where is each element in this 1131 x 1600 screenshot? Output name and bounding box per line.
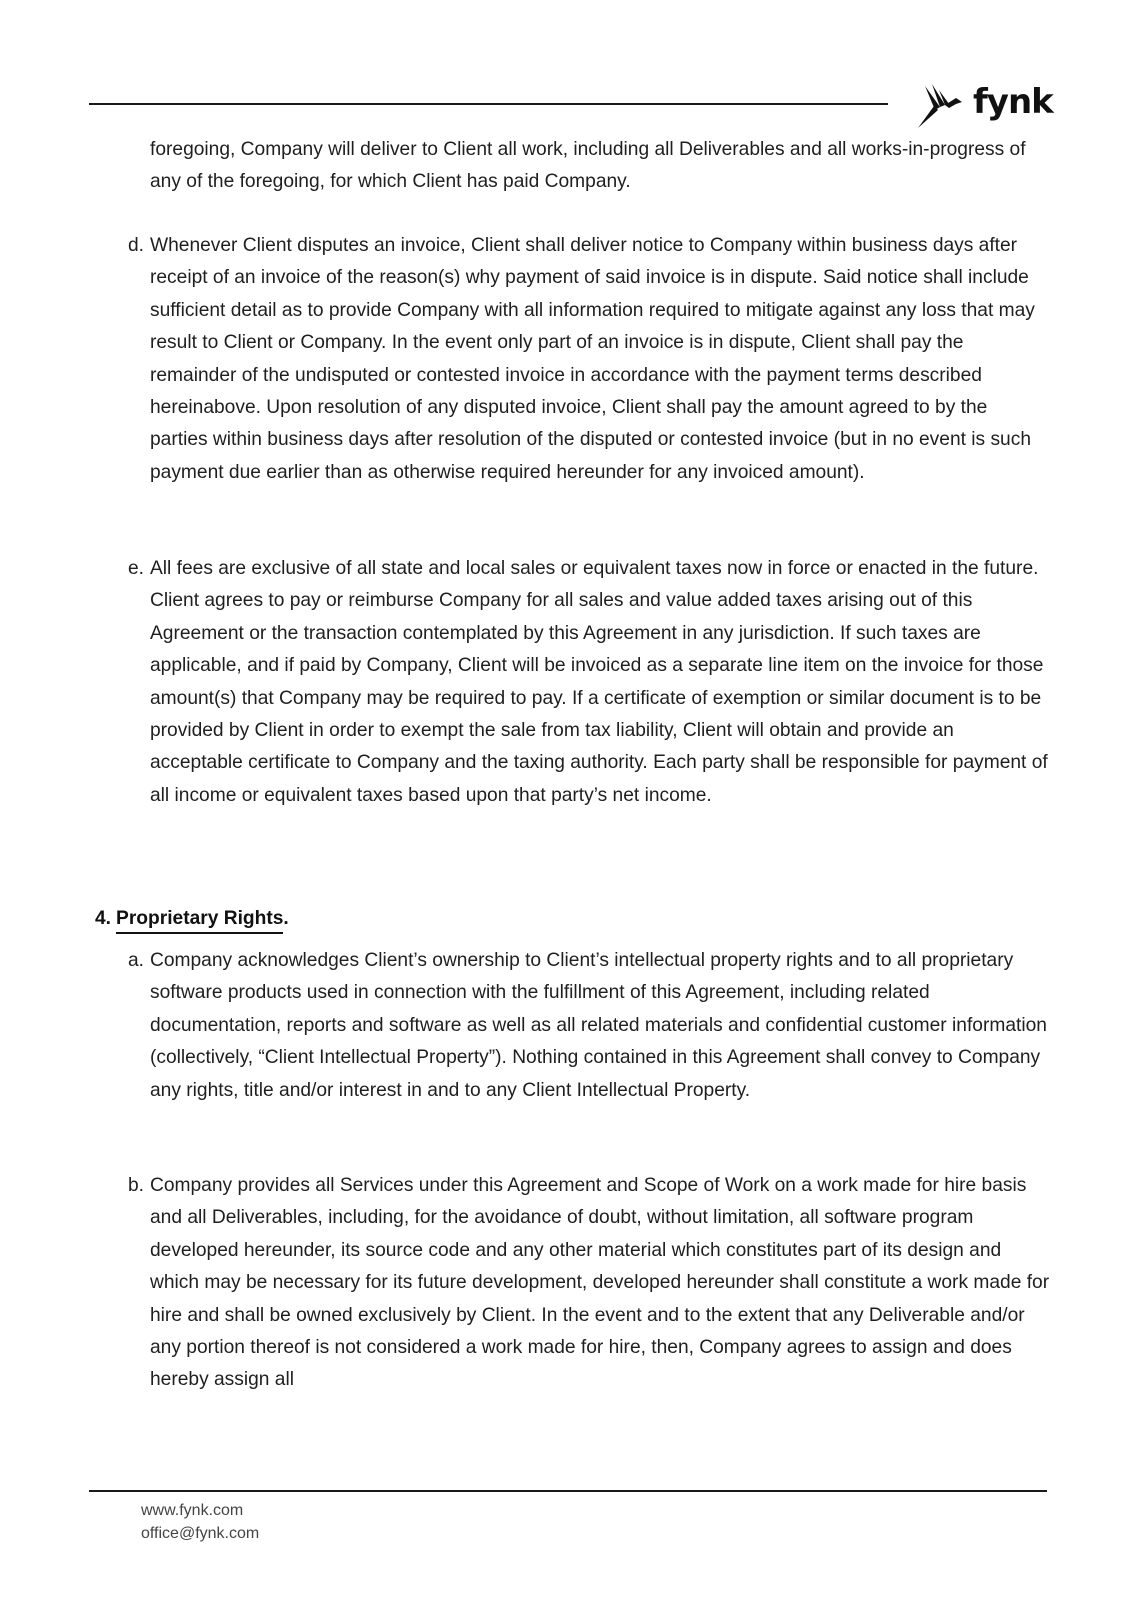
section-number: 4. xyxy=(95,908,112,929)
footer-website-link[interactable]: www.fynk.com xyxy=(141,1502,244,1519)
footer-email-link[interactable]: office@fynk.com xyxy=(141,1525,260,1542)
clause-marker: d. xyxy=(128,235,145,256)
clause-text: All fees are exclusive of all state and local sales or equivalent taxes now in force or enacted in the future. Client agrees to pay or reimburse Company for all sales and value added taxes arising out of this Agreement or the transaction contemplated by this Agreement in any jurisdiction. If such taxes are applicable, and if paid by Company, Client will be invoiced as a separate line item on the invoice for those amount(s) that Company may be required to pay. If a certificate of exemption or similar document is to be provided by Client in order to exempt the sale from tax liability, Client will obtain and provide an acceptable certificate to Company and the taxing authority. Each party shall be responsible for payment of all income or equivalent taxes based upon that party’s net income. xyxy=(150,558,1048,806)
clause-marker: e. xyxy=(128,558,145,579)
clause-text: Company acknowledges Client’s ownership to Client’s intellectual property rights and to all proprietary software products used in connection with the fulfillment of this Agreement, including related documentation, reports and software as well as all related materials and confidential customer information (collectively, “Client Intellectual Property”). Nothing contained in this Agreement shall convey to Company any rights, title and/or interest in and to any Client Intellectual Property. xyxy=(150,950,1047,1101)
clause-4b xyxy=(128,1170,1050,1397)
clause-e xyxy=(128,553,1050,812)
clause-d xyxy=(128,230,1050,489)
clause-text: foregoing, Company will deliver to Client all work, including all Deliverables and all works-in-progress of any of the foregoing, for which Client has paid Company. xyxy=(150,139,1026,193)
clause-marker: a. xyxy=(128,950,145,971)
clause-text: Company provides all Services under this Agreement and Scope of Work on a work made for hire basis and all Deliverables, including, for the avoidance of doubt, without limitation, all software program developed hereunder, its source code and any other material which constitutes part of its design and which may be necessary for its future development, developed hereunder shall constitute a work made for hire and shall be owned exclusively by Client. In the event and to the extent that any Deliverable and/or any portion thereof is not considered a work made for hire, then, Company agrees to assign and does hereby assign all xyxy=(150,1175,1050,1391)
clause-4a xyxy=(128,945,1050,1107)
section-title-suffix: . xyxy=(283,908,289,929)
footer-divider xyxy=(89,1490,1047,1492)
section-title: Proprietary Rights xyxy=(116,907,283,934)
header-divider xyxy=(89,103,888,105)
logo-wordmark: fynk xyxy=(973,82,1053,122)
fynk-logo xyxy=(916,80,1053,136)
section-heading xyxy=(95,905,289,934)
clause-text: Whenever Client disputes an invoice, Client shall deliver notice to Company within business days after receipt of an invoice of the reason(s) why payment of said invoice is in dispute. Said notice shall include sufficient detail as to provide Company with all information required to mitigate against any loss that may result to Client or Company. In the event only part of an invoice is in dispute, Client shall pay the remainder of the undisputed or contested invoice in accordance with the payment terms described hereinabove. Upon resolution of any disputed invoice, Client shall pay the amount agreed to by the parties within business days after resolution of the disputed or contested invoice (but in no event is such payment due earlier than as otherwise required hereunder for any invoiced amount). xyxy=(150,235,1035,483)
clause-marker: b. xyxy=(128,1175,145,1196)
bird-logo-icon xyxy=(916,80,972,136)
clause-c-continuation xyxy=(150,134,1050,199)
